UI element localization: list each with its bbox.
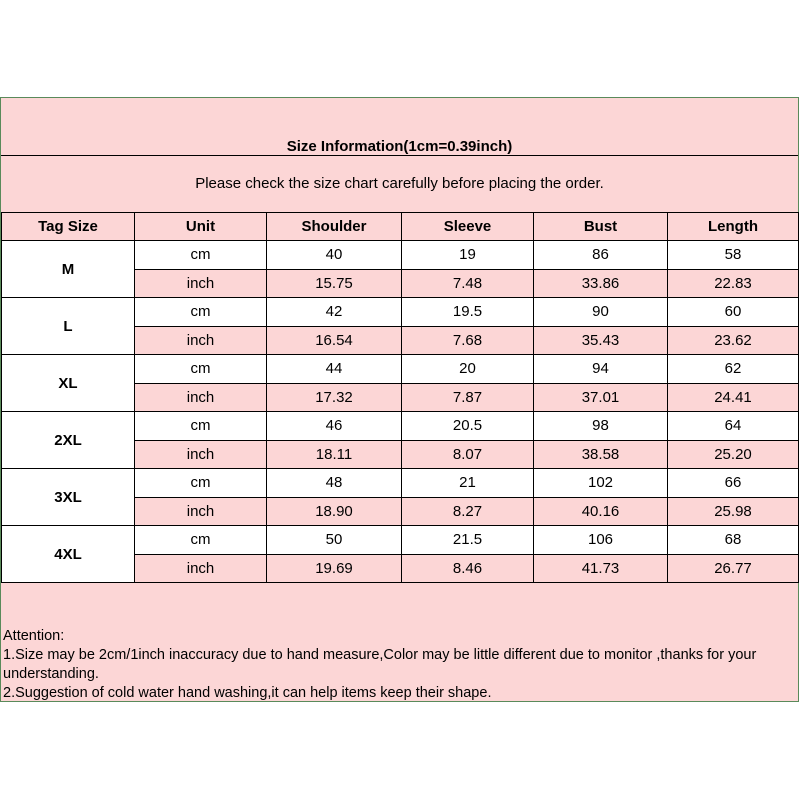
length-cell: 60 [668,298,799,327]
bust-cell: 90 [534,298,668,327]
shoulder-cell: 48 [267,469,402,498]
tag-size-cell: XL [2,355,135,412]
header-tag-size: Tag Size [2,213,135,241]
unit-cell: cm [135,355,267,384]
bust-cell: 86 [534,241,668,270]
unit-cell: inch [135,554,267,583]
tag-size-cell: 3XL [2,469,135,526]
header-bust: Bust [534,213,668,241]
sleeve-cell: 8.46 [402,554,534,583]
header-sleeve: Sleeve [402,213,534,241]
header-shoulder: Shoulder [267,213,402,241]
unit-cell: cm [135,526,267,555]
unit-cell: cm [135,241,267,270]
bust-cell: 40.16 [534,497,668,526]
unit-cell: cm [135,469,267,498]
bust-cell: 94 [534,355,668,384]
sleeve-cell: 20 [402,355,534,384]
shoulder-cell: 18.90 [267,497,402,526]
size-chart-sheet [0,97,799,702]
length-cell: 58 [668,241,799,270]
length-cell: 26.77 [668,554,799,583]
bust-cell: 35.43 [534,326,668,355]
sleeve-cell: 21 [402,469,534,498]
length-cell: 68 [668,526,799,555]
bust-cell: 37.01 [534,383,668,412]
bust-cell: 102 [534,469,668,498]
length-cell: 62 [668,355,799,384]
length-cell: 22.83 [668,269,799,298]
bust-cell: 106 [534,526,668,555]
shoulder-cell: 17.32 [267,383,402,412]
sleeve-cell: 8.07 [402,440,534,469]
attention-heading: Attention: [3,628,65,644]
subtitle-area [1,156,798,213]
sleeve-cell: 21.5 [402,526,534,555]
title-area [1,98,798,156]
bust-cell: 33.86 [534,269,668,298]
unit-cell: cm [135,298,267,327]
length-cell: 23.62 [668,326,799,355]
attention-line-1: 1.Size may be 2cm/1inch inaccuracy due to hand measure,Color may be little different due to monitor ,thanks for your understanding. [3,647,757,682]
length-cell: 25.20 [668,440,799,469]
table-row [2,355,799,384]
header-unit: Unit [135,213,267,241]
table-row [2,526,799,555]
tag-size-cell: M [2,241,135,298]
header-length: Length [668,213,799,241]
sleeve-cell: 19.5 [402,298,534,327]
bust-cell: 38.58 [534,440,668,469]
shoulder-cell: 18.11 [267,440,402,469]
shoulder-cell: 46 [267,412,402,441]
shoulder-cell: 19.69 [267,554,402,583]
length-cell: 64 [668,412,799,441]
unit-cell: cm [135,412,267,441]
shoulder-cell: 44 [267,355,402,384]
bust-cell: 98 [534,412,668,441]
unit-cell: inch [135,326,267,355]
sleeve-cell: 20.5 [402,412,534,441]
length-cell: 24.41 [668,383,799,412]
shoulder-cell: 40 [267,241,402,270]
length-cell: 25.98 [668,497,799,526]
unit-cell: inch [135,269,267,298]
chart-title: Size Information(1cm=0.39inch) [286,138,513,155]
shoulder-cell: 16.54 [267,326,402,355]
table-row [2,298,799,327]
chart-subtitle: Please check the size chart carefully before placing the order. [195,175,604,192]
unit-cell: inch [135,497,267,526]
sleeve-cell: 19 [402,241,534,270]
unit-cell: inch [135,440,267,469]
unit-cell: inch [135,383,267,412]
length-cell: 66 [668,469,799,498]
shoulder-cell: 15.75 [267,269,402,298]
shoulder-cell: 50 [267,526,402,555]
attention-notes [3,627,795,703]
table-row [2,241,799,270]
sleeve-cell: 7.87 [402,383,534,412]
sleeve-cell: 8.27 [402,497,534,526]
sleeve-cell: 7.48 [402,269,534,298]
size-table [1,212,799,583]
table-row [2,412,799,441]
attention-line-2: 2.Suggestion of cold water hand washing,it can help items keep their shape. [3,685,492,701]
tag-size-cell: 4XL [2,526,135,583]
tag-size-cell: 2XL [2,412,135,469]
sleeve-cell: 7.68 [402,326,534,355]
shoulder-cell: 42 [267,298,402,327]
table-row [2,469,799,498]
header-row [2,213,799,241]
bust-cell: 41.73 [534,554,668,583]
tag-size-cell: L [2,298,135,355]
